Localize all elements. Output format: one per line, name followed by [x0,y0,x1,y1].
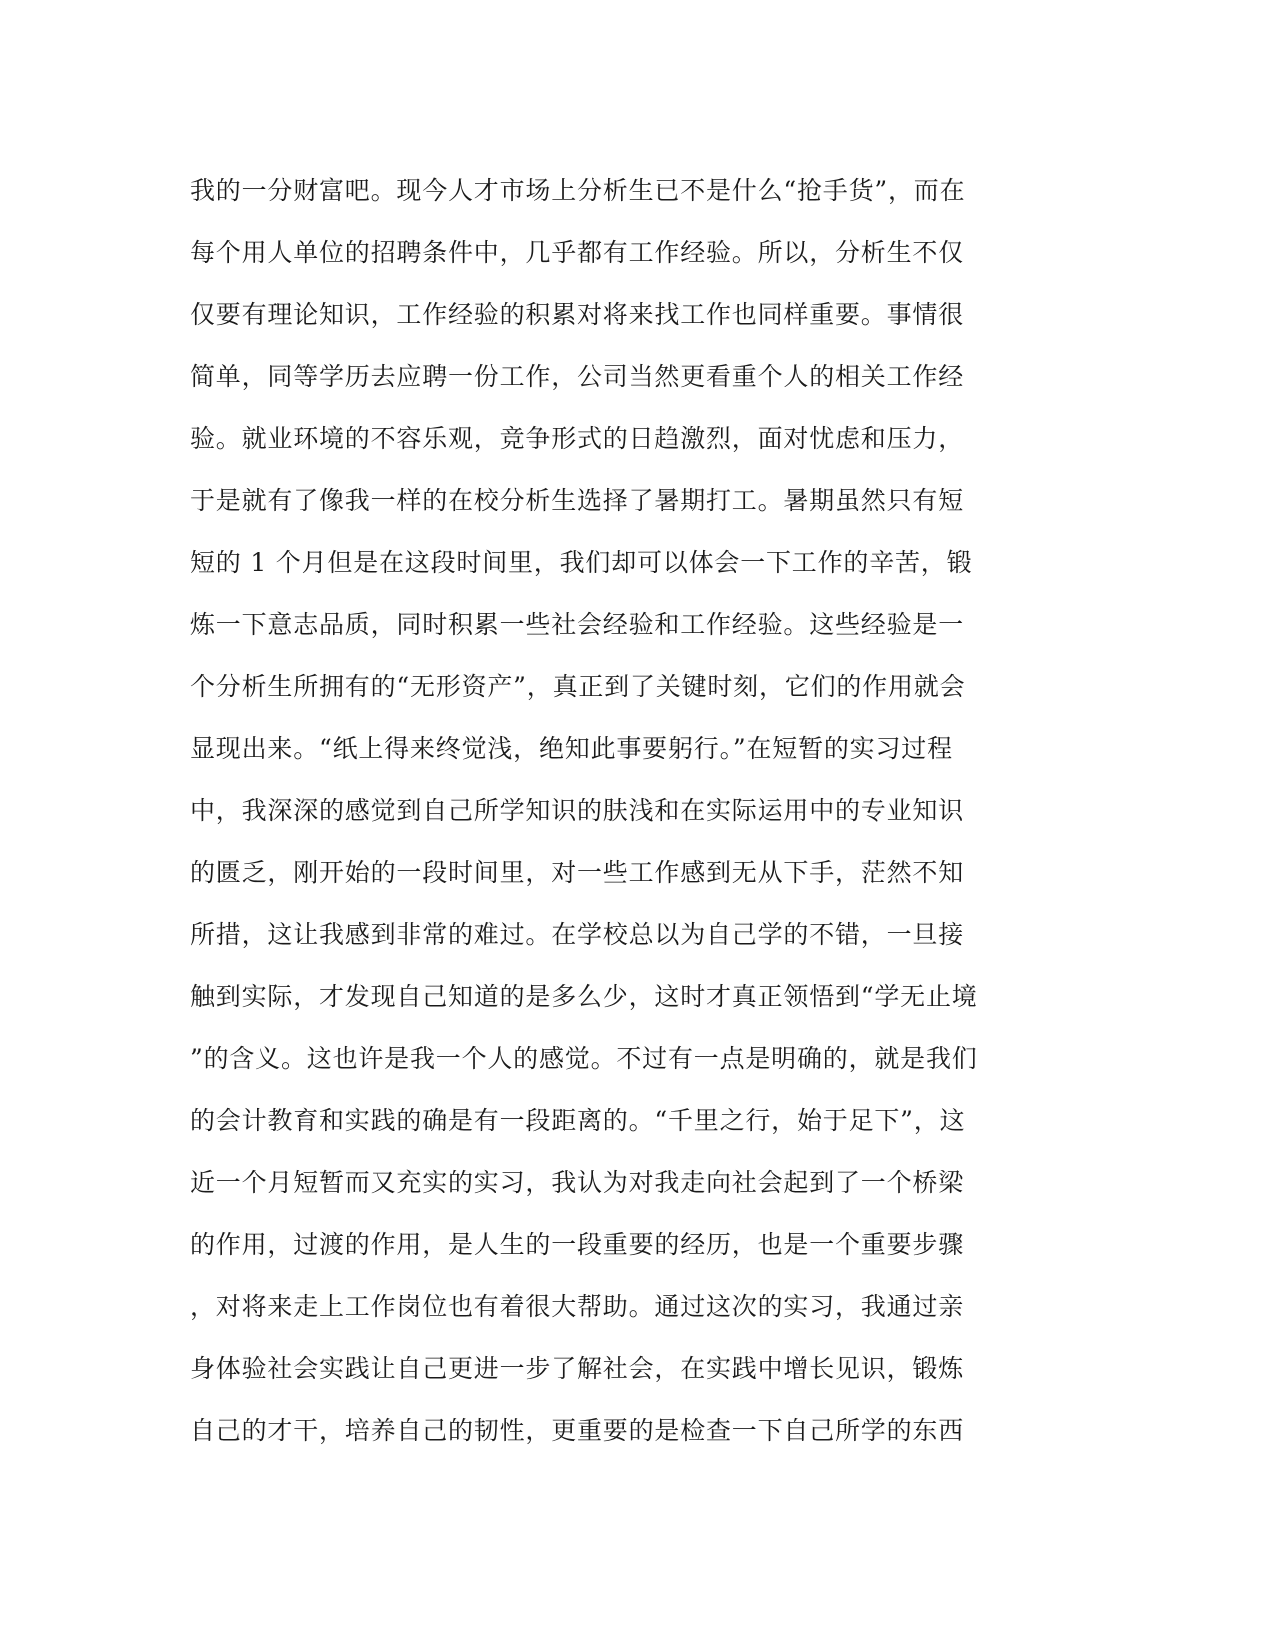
text-line-11: 中，我深深的感觉到自己所学知识的肤浅和在实际运用中的专业知识 [190,796,965,825]
text-line-15: ”的含义。这也许是我一个人的感觉。不过有一点是明确的，就是我们 [190,1044,978,1073]
text-line-9: 个分析生所拥有的“无形资产”，真正到了关键时刻，它们的作用就会 [190,672,966,701]
text-line-10: 显现出来。“纸上得来终觉浅，绝知此事要躬行。”在短暂的实习过程 [190,734,953,763]
text-line-5: 验。就业环境的不容乐观，竞争形式的日趋激烈，面对忧虑和压力， [190,424,965,453]
body-paragraph [190,160,1090,1462]
text-line-2: 每个用人单位的招聘条件中，几乎都有工作经验。所以，分析生不仅 [190,238,965,267]
text-line-8: 炼一下意志品质，同时积累一些社会经验和工作经验。这些经验是一 [190,610,965,639]
text-line-4: 简单，同等学历去应聘一份工作，公司当然更看重个人的相关工作经 [190,362,965,391]
text-line-12: 的匮乏，刚开始的一段时间里，对一些工作感到无从下手，茫然不知 [190,858,965,887]
text-line-17: 近一个月短暂而又充实的实习，我认为对我走向社会起到了一个桥梁 [190,1168,965,1197]
text-line-13: 所措，这让我感到非常的难过。在学校总以为自己学的不错，一旦接 [190,920,965,949]
text-line-18: 的作用，过渡的作用，是人生的一段重要的经历，也是一个重要步骤 [190,1230,965,1259]
text-line-1: 我的一分财富吧。现今人才市场上分析生已不是什么“抢手货”，而在 [190,176,966,205]
text-line-19: ，对将来走上工作岗位也有着很大帮助。通过这次的实习，我通过亲 [190,1292,965,1321]
text-line-21: 自己的才干，培养自己的韧性，更重要的是检查一下自己所学的东西 [190,1416,965,1445]
text-line-3: 仅要有理论知识，工作经验的积累对将来找工作也同样重要。事情很 [190,300,965,329]
text-line-14: 触到实际，才发现自己知道的是多么少，这时才真正领悟到“学无止境 [190,982,978,1011]
text-line-16: 的会计教育和实践的确是有一段距离的。“千里之行，始于足下”，这 [190,1106,966,1135]
text-line-7: 短的 1 个月但是在这段时间里，我们却可以体会一下工作的辛苦，锻 [190,548,973,577]
text-line-20: 身体验社会实践让自己更进一步了解社会，在实践中增长见识，锻炼 [190,1354,965,1383]
text-line-6: 于是就有了像我一样的在校分析生选择了暑期打工。暑期虽然只有短 [190,486,965,515]
